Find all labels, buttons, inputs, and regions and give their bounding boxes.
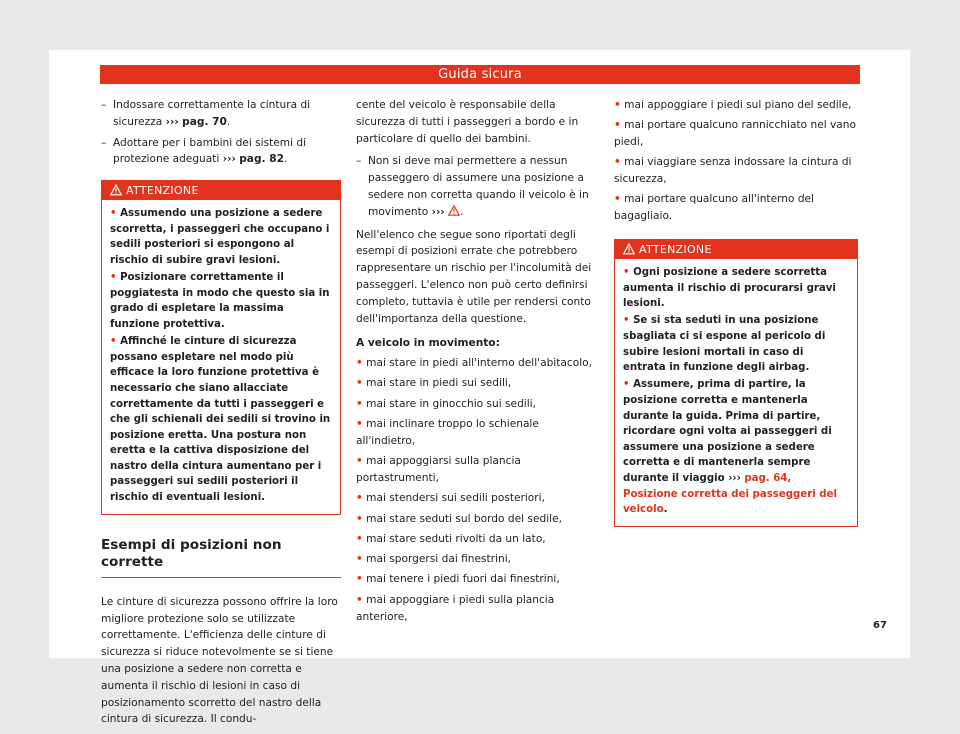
warning-triangle-icon[interactable] — [448, 205, 460, 216]
ref-arrow: ››› — [165, 115, 179, 128]
list-item: • mai stare in piedi all'interno dell'abitacolo, — [356, 357, 592, 370]
list-item: • mai sporgersi dai finestrini, — [356, 553, 512, 566]
list-item: • mai portare qualcuno rannicchiato nel vano piedi, — [614, 119, 856, 149]
ref-arrow: ››› — [222, 153, 236, 166]
list-item: • mai stare seduti sul bordo del sedile, — [356, 512, 562, 525]
body-paragraph: cente del veicolo è responsabile della sicurezza di tutti i passeggeri a bordo e in particolare di quello dei bambini. — [356, 99, 579, 145]
warning-item: • Assumendo una posizione a sedere scorretta, i passeggeri che occupano i sedili posteriori si espongono al rischio di subire gravi lesioni. — [110, 208, 330, 266]
warning-header: ATTENZIONE — [615, 240, 857, 259]
list-item: • mai stendersi sui sedili posteriori, — [356, 492, 545, 505]
warning-item: • Posizionare correttamente il poggiatesta in modo che questo sia in grado di espletare la massima funzione protettiva. — [110, 272, 330, 330]
page-number: 67 — [873, 620, 887, 631]
warning-box — [614, 239, 858, 527]
list-title: A veicolo in movimento: — [356, 337, 500, 350]
warning-triangle-icon — [110, 184, 122, 196]
column-3 — [614, 97, 858, 537]
page-reference[interactable]: pag. 64, Posizione corretta dei passeggeri del veicolo — [623, 472, 838, 516]
body-paragraph: Nell'elenco che segue sono riportati degli esempi di posizioni errate che potrebbero rappresentare un rischio per l'incolumità dei passeggeri. L'elenco non può certo definirsi completo, tuttavia è utile per rendersi conto dell'importanza della questione. — [356, 228, 592, 325]
section-title: Esempi di posizioni non corrette — [101, 537, 341, 578]
list-item: • mai appoggiarsi sulla plancia portastrumenti, — [356, 455, 521, 484]
column-1 — [101, 97, 341, 734]
page-reference[interactable]: pag. 82 — [239, 153, 284, 166]
list-item: • mai stare in piedi sui sedili, — [356, 377, 512, 390]
warning-item: • Ogni posizione a sedere scorretta aumenta il rischio di procurarsi gravi lesioni. — [623, 267, 836, 310]
ref-arrow: ››› — [431, 205, 445, 218]
ref-arrow: ››› — [728, 472, 741, 484]
list-item: • mai tenere i piedi fuori dai finestrini, — [356, 573, 560, 586]
dash-item: – Adottare per i bambini dei sistemi di protezione adeguati ››› pag. 82. — [101, 135, 341, 169]
warning-header: ATTENZIONE — [102, 181, 340, 200]
warning-item: • Assumere, prima di partire, la posizione corretta e mantenerla durante la guida. Prima di partire, ricordare ogni volta ai passeggeri di assumere una posizione a sedere corretta e di mantenerla sempre durante il viaggio ››› pag. 64, Posizione corretta dei passeggeri del veicolo. — [623, 379, 838, 516]
warning-item: • Affinché le cinture di sicurezza possano espletare nel modo più efficace la loro funzione protettiva è necessario che siano allacciate correttamente da tutti i passeggeri e che gli schienali dei sedili si trovino in posizione eretta. Una postura non eretta e la cattiva disposizione del nastro della cintura aumentano per i passeggeri sui sedili posteriori il rischio di eventuali lesioni. — [110, 336, 331, 504]
body-paragraph: Le cinture di sicurezza possono offrire la loro migliore protezione solo se utilizzate correttamente. L'efficienza delle cinture di sicurezza si riduce notevolmente se si tiene una posizione a sedere non corretta e aumenta il rischio di lesioni in caso di posizionamento scorretto del nastro della cintura di sicurezza. Il condu- — [101, 595, 338, 726]
page-reference[interactable]: pag. 70 — [182, 115, 227, 128]
dash-item: – Non si deve mai permettere a nessun passeggero di assumere una posizione a sedere non corretta quando il veicolo è in movimento ››› . — [356, 153, 600, 220]
column-2 — [356, 97, 600, 629]
list-item: • mai appoggiare i piedi sulla plancia anteriore, — [356, 593, 555, 623]
list-item: • mai appoggiare i piedi sul piano del sedile, — [614, 99, 852, 111]
list-item: • mai inclinare troppo lo schienale all'indietro, — [356, 418, 539, 447]
warning-item: • Se si sta seduti in una posizione sbagliata ci si espone al pericolo di subire lesioni mortali in caso di entrata in funzione degli airbag. — [623, 315, 826, 374]
section-header: Guida sicura — [100, 65, 860, 84]
list-item: • mai stare seduti rivolti da un lato, — [356, 532, 546, 545]
warning-box — [101, 180, 341, 515]
dash-item: – Indossare correttamente la cintura di sicurezza ››› pag. 70. — [101, 97, 341, 131]
list-item: • mai viaggiare senza indossare la cintura di sicurezza, — [614, 156, 852, 186]
list-item: • mai portare qualcuno all'interno del bagagliaio. — [614, 193, 815, 223]
warning-triangle-icon — [623, 243, 635, 255]
list-item: • mai stare in ginocchio sui sedili, — [356, 397, 536, 410]
